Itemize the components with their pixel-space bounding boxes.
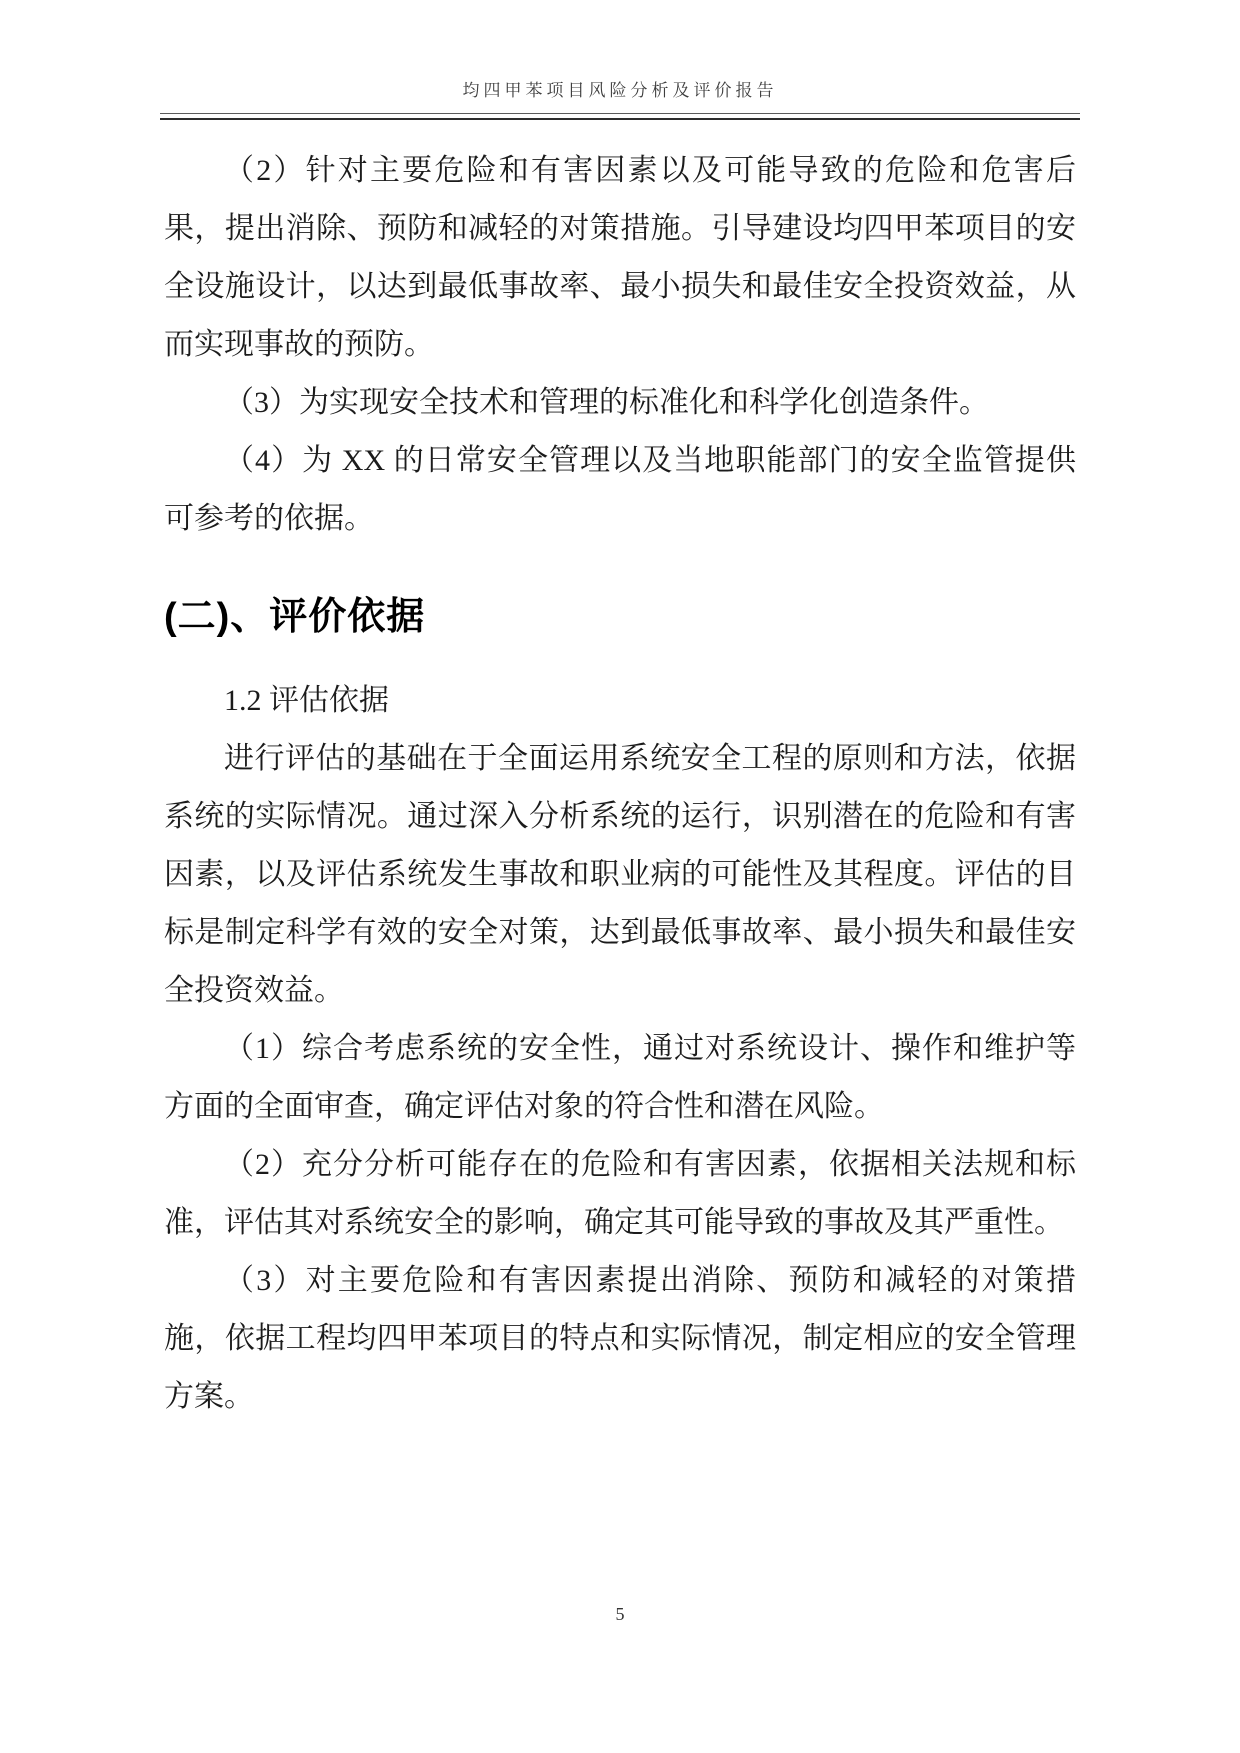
body-paragraph-item-3: （3）对主要危险和有害因素提出消除、预防和减轻的对策措施，依据工程均四甲苯项目的特点和实际情况，制定相应的安全管理方案。 [164, 1263, 1076, 1413]
body-paragraph-item-2: （2）充分分析可能存在的危险和有害因素，依据相关法规和标准，评估其对系统安全的影响，确定其可能导致的事故及其严重性。 [164, 1147, 1076, 1239]
page-header [0, 0, 1240, 120]
header-divider-thick-line [160, 118, 1080, 120]
header-divider [160, 113, 1080, 120]
body-paragraph-basis: 进行评估的基础在于全面运用系统安全工程的原则和方法，依据系统的实际情况。通过深入分析系统的运行，识别潜在的危险和有害因素，以及评估系统发生事故和职业病的可能性及其程度。评估的目标是制定科学有效的安全对策，达到最低事故率、最小损失和最佳安全投资效益。 [164, 741, 1076, 1007]
body-paragraph-goal-2: （2）针对主要危险和有害因素以及可能导致的危险和危害后果，提出消除、预防和减轻的对策措施。引导建设均四甲苯项目的安全设施设计，以达到最低事故率、最小损失和最佳安全投资效益，从而实现事故的预防。 [164, 154, 1076, 361]
section-heading: (二)、评价依据 [164, 596, 426, 638]
page-footer [0, 1604, 1240, 1625]
body-paragraph-item-1: （1）综合考虑系统的安全性，通过对系统设计、操作和维护等方面的全面审查，确定评估对象的符合性和潜在风险。 [164, 1031, 1076, 1123]
body-paragraph-goal-3: （3）为实现安全技术和管理的标准化和科学化创造条件。 [224, 386, 989, 419]
header-title: 均四甲苯项目风险分析及评价报告 [462, 81, 778, 100]
header-divider-thin-line [160, 113, 1080, 114]
subsection-title: 1.2 评估依据 [224, 683, 389, 717]
body-paragraph-goal-4: （4）为 XX 的日常安全管理以及当地职能部门的安全监管提供可参考的依据。 [164, 444, 1076, 535]
document-body [164, 142, 1076, 1426]
page-number: 5 [615, 1604, 625, 1624]
